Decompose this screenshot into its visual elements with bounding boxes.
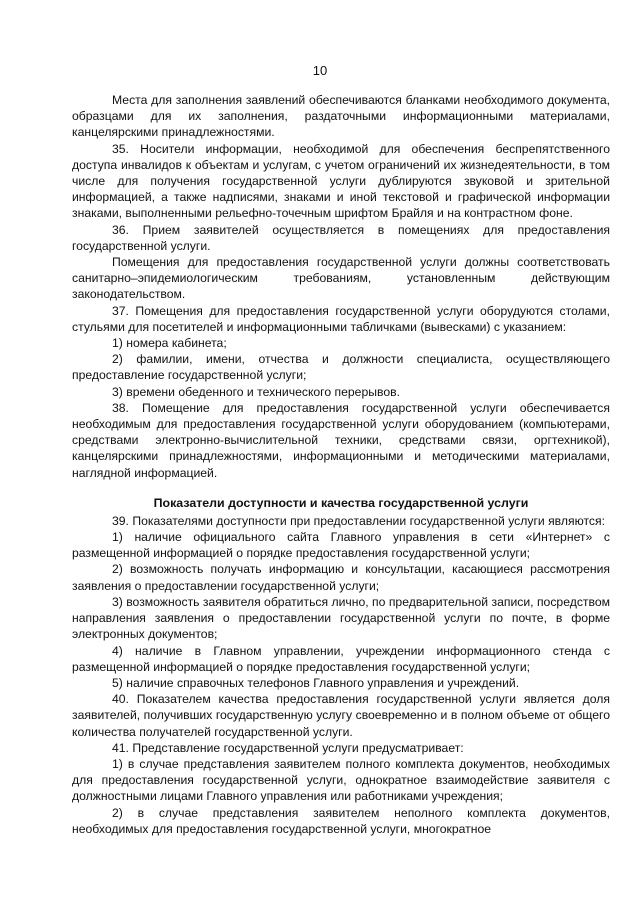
paragraph: 36. Прием заявителей осуществляется в помещениях для предоставления государственной услуги. — [72, 222, 610, 253]
paragraph: Помещения для предоставления государственной услуги должны соответствовать санитарно–эпидемиологическим требованиям, установленным действующим законодательством. — [72, 255, 610, 302]
list-item: 1) номера кабинета; — [112, 336, 227, 351]
list-item: 2) возможность получать информацию и консультации, касающиеся рассмотрения заявления о предоставлении государственной услуги; — [72, 562, 610, 593]
list-item: 5) наличие справочных телефонов Главного управления и учреждений. — [112, 675, 520, 690]
paragraph: 37. Помещения для предоставления государственной услуги оборудуются столами, стульями для посетителей и информационными табличками (вывесками) с указанием: — [72, 303, 610, 334]
list-item: 2) фамилии, имени, отчества и должности специалиста, осуществляющего предоставление государственной услуги; — [72, 352, 610, 383]
list-item: 2) в случае представления заявителем неполного комплекта документов, необходимых для предоставления государственной услуги, многократное — [72, 805, 610, 836]
paragraph: 39. Показателями доступности при предоставлении государственной услуги являются: — [112, 513, 605, 528]
list-item: 3) времени обеденного и технического перерывов. — [112, 384, 400, 399]
list-item: 1) наличие официального сайта Главного управления в сети «Интернет» с размещенной информацией о порядке предоставления государственной услуги; — [72, 530, 610, 561]
paragraph: 41. Представление государственной услуги предусматривает: — [112, 740, 464, 755]
list-item: 1) в случае представления заявителем полного комплекта документов, необходимых для предоставления государственной услуги, однократное взаимодействие заявителя с должностными лицами Главного управления или работниками учреждения; — [72, 756, 610, 804]
paragraph: 38. Помещение для предоставления государственной услуги обеспечивается необходимым для предоставления государственной услуги оборудованием (компьютерами, средствами электронно-вычислительной техники, средствами связи, оргтехникой), канцелярскими принадлежностями, информационными и методическими материалами, наглядной информацией. — [72, 400, 610, 480]
page-number: 10 — [312, 63, 328, 78]
paragraph: 40. Показателем качества предоставления государственной услуги является доля заявителей, получивших государственную услугу своевременно и в полном объеме от общего количества получателей государственной услуги. — [72, 692, 610, 739]
section-heading: Показатели доступности и качества государственной услуги — [153, 495, 529, 510]
paragraph: 35. Носители информации, необходимой для обеспечения беспрепятственного доступа инвалидов к объектам и услугам, с учетом ограничений их жизнедеятельности, в том числе для получения государственной услуги дублируются звуковой и зрительной информацией, а также надписями, знаками и иной текстовой и графической информации знаками, выполненными рельефно-точечным шрифтом Брайля и на контрастном фоне. — [72, 141, 610, 221]
document-body — [72, 92, 610, 837]
list-item: 4) наличие в Главном управлении, учреждении информационного стенда с размещенной информацией о порядке предоставления государственной услуги; — [72, 643, 610, 674]
list-item: 3) возможность заявителя обратиться лично, по предварительной записи, посредством направления заявления о предоставлении государственной услуги по почте, в форме электронных документов; — [72, 594, 610, 642]
paragraph: Места для заполнения заявлений обеспечиваются бланками необходимого документа, образцами для их заполнения, раздаточными информационными материалами, канцелярскими принадлежностями. — [72, 93, 610, 140]
